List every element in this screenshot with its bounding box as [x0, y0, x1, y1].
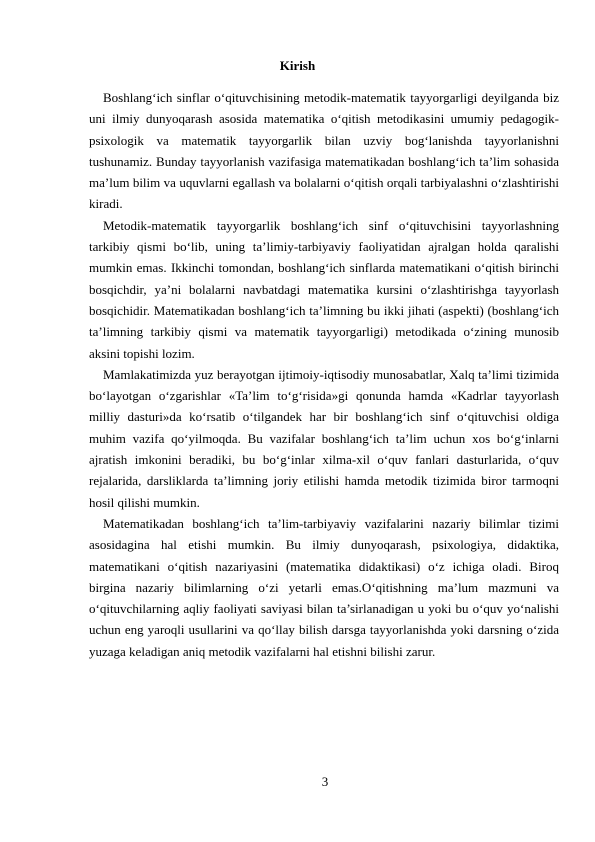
paragraph-3: Mamlakatimizda yuz berayotgan ijtimoiy-iqtisodiy munosabatlar, Xalq ta’limi tizimida bo‘layotgan o‘zgarishlar «Ta’lim to‘g‘risida»gi qonunda hamda «Kadrlar tayyorlash milliy dasturi»da ko‘rsatib o‘tilgandek har bir boshlang‘ich sinf o‘qituvchisi oldiga muhim vazifa qo‘yilmoqda. Bu vazifalar boshlang‘ich ta’lim uchun xos bo‘g‘inlarni ajratish imkonini beradiki, bu bo‘g‘inlar xilma-xil o‘quv fanlari dasturlarida, o‘quv rejalarida, darsliklarda ta’limning joriy etilishi hamda metodik tizimida biror tarmoqni hosil qilishi mumkin.: [89, 366, 559, 510]
page-number: 3: [321, 774, 329, 789]
body-text: [89, 87, 559, 662]
paragraph-2: Metodik-matematik tayyorgarlik boshlang‘ich sinf o‘qituvchisini tayyorlashning tarkibiy qismi bo‘lib, uning ta’limiy-tarbiyaviy faoliyatidan ajralgan holda qaralishi mumkin emas. Ikkinchi tomondan, boshlang‘ich sinflarda matematikani o‘qitish birinchi bosqichdir, ya’ni bolalarni navbatdagi matematika kursini o‘zlashtirishga tayyorlash bosqichidir. Matematikadan boshlang‘ich ta’limning bu ikki jihati (aspekti) (boshlang‘ich ta’limning tarkibiy qismi va matematik tayyorgarligi) metodikada o‘zining munosib aksini topishi lozim.: [89, 217, 559, 361]
paragraph-1: Boshlang‘ich sinflar o‘qituvchisining metodik-matematik tayyorgarligi deyilganda biz uni ilmiy dunyoqarash asosida matematika o‘qitish metodikasini umumiy pedagogik-psixologik va matematik tayyorgarlik bilan uzviy bog‘lanishda tayyorlanishni tushunamiz. Bunday tayyorlanish vazifasiga matematikadan boshlang‘ich ta’lim sohasida ma’lum bilim va uquvlarni egallash va bolalarni o‘qitish orqali tarbiyalashni o‘zlashtirishi kiradi.: [89, 90, 559, 212]
page-title: Kirish: [279, 58, 316, 73]
paragraph-4: Matematikadan boshlang‘ich ta’lim-tarbiyaviy vazifalarini nazariy bilimlar tizimi asosidagina hal etishi mumkin. Bu ilmiy dunyoqarash, psixologiya, didaktika, matematikani o‘qitish nazariyasini (matematika didaktikasi) o‘z ichiga oladi. Biroq birgina nazariy bilimlarning o‘zi yetarli emas.O‘qitishning ma’lum mazmuni va o‘qituvchilarning aqliy faoliyati saviyasi bilan ta’sirlanadigan u yoki bu o‘quv yo‘nalishi uchun eng yaroqli usullarini va qo‘llay bilish darsga tayyorlanishda yoki darsning o‘zida yuzaga keladigan aniq metodik vazifalarni hal etishni bilishi zarur.: [89, 515, 559, 659]
